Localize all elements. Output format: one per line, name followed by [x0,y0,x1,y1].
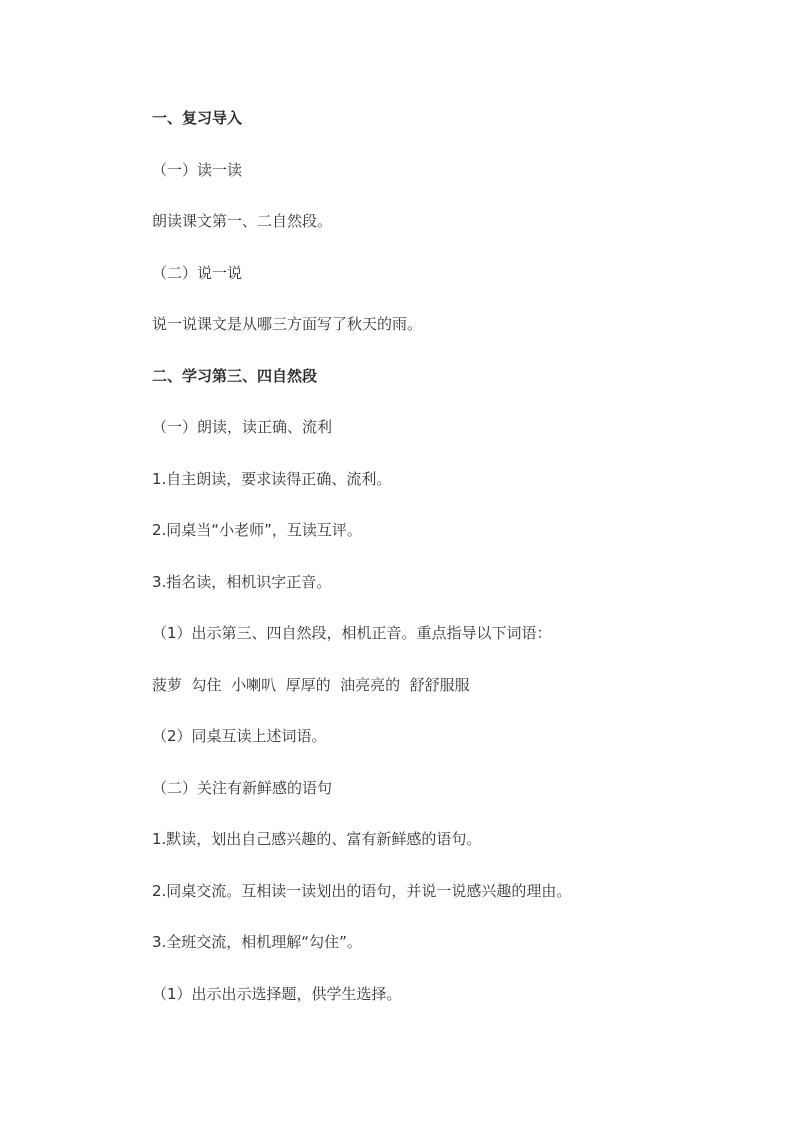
list-item: 1.默读，划出自己感兴趣的、富有新鲜感的语句。 [152,830,482,848]
vocabulary-words: 菠萝 勾住 小喇叭 厚厚的 油亮亮的 舒舒服服 [152,675,470,694]
sub-list-item: （2）同桌互读上述词语。 [152,727,327,745]
subsection-title: （二）关注有新鲜感的语句 [152,778,333,797]
list-item: 2.同桌交流。互相读一读划出的语句，并说一说感兴趣的理由。 [152,881,572,900]
list-item: 3.指名读，相机识字正音。 [152,572,332,591]
subsection-title: （一）读一读 [152,160,243,179]
list-item: 1.自主朗读，要求读得正确、流利。 [152,469,392,488]
section-heading: 一、复习导入 [152,109,243,127]
paragraph: 说一说课文是从哪三方面写了秋天的雨。 [152,315,423,333]
list-item: 3.全班交流，相机理解“勾住”。 [152,933,362,951]
list-item: 2.同桌当“小老师”，互读互评。 [152,521,362,539]
sub-list-item: （1）出示第三、四自然段，相机正音。重点指导以下词语： [152,624,552,642]
paragraph: 朗读课文第一、二自然段。 [152,212,333,230]
document-body [152,107,752,1034]
subsection-title: （二）说一说 [152,263,243,282]
sub-list-item: （1）出示出示选择题，供学生选择。 [152,984,402,1003]
section-heading: 二、学习第三、四自然段 [152,366,318,385]
subsection-title: （一）朗读，读正确、流利 [152,418,333,436]
